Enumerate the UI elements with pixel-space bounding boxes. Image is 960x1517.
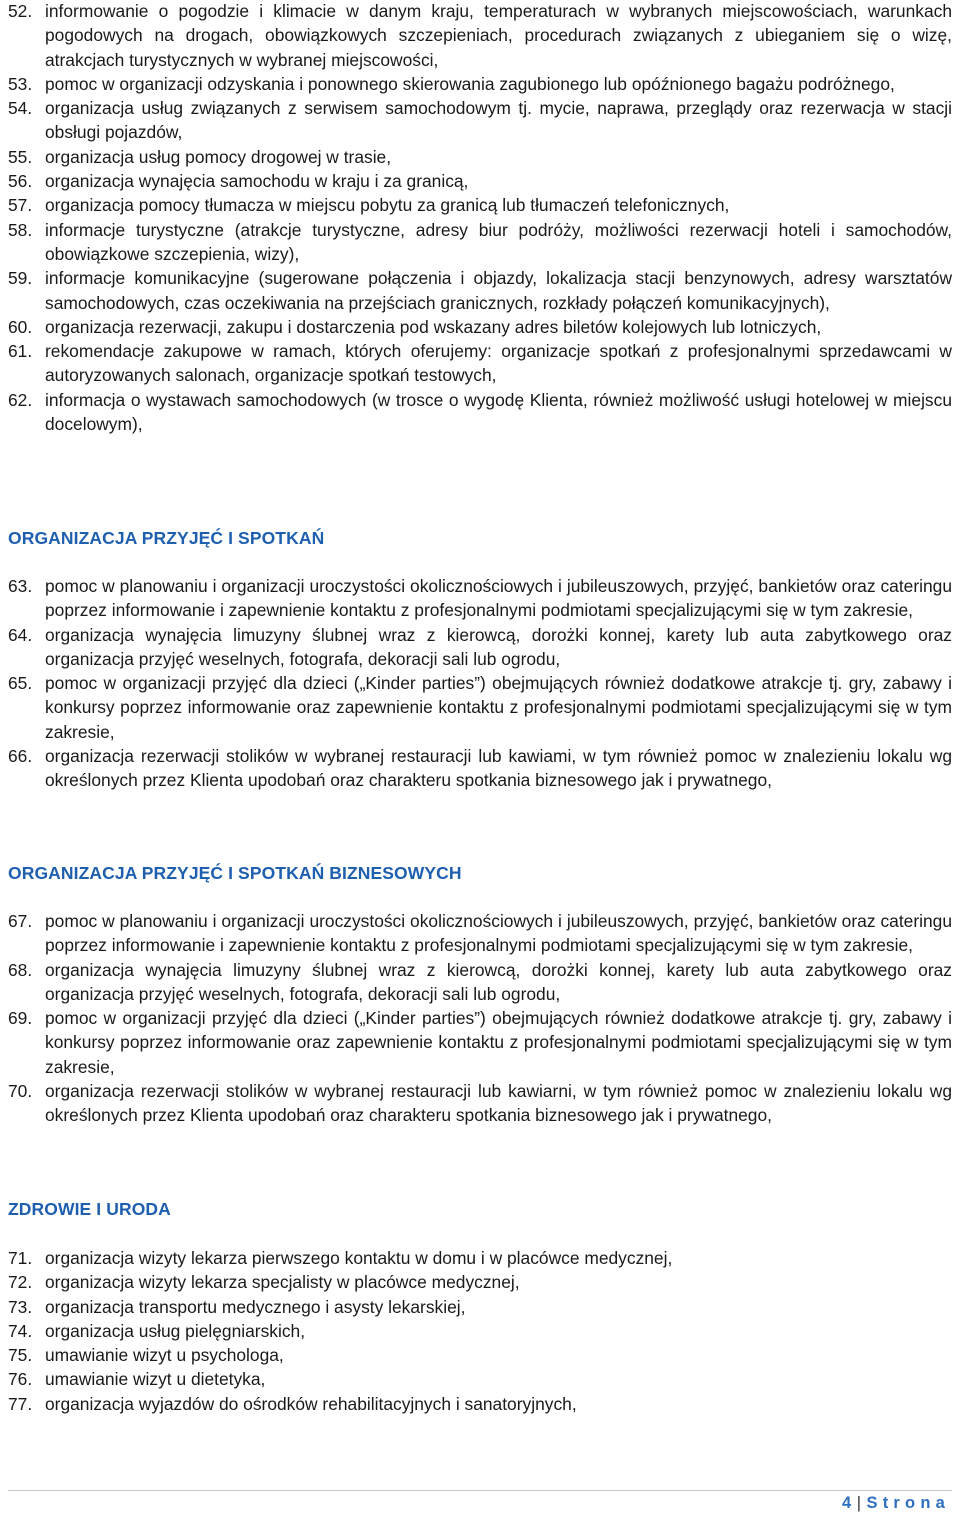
list-item-text: organizacja pomocy tłumacza w miejscu pobytu za granicą lub tłumaczeń telefonicznych,	[45, 195, 730, 216]
list-item-number: 56.	[8, 171, 33, 192]
list-item-number: 52.	[8, 1, 33, 21]
section-heading-events: ORGANIZACJA PRZYJĘĆ I SPOTKAŃ	[8, 528, 325, 548]
list-item-number: 71.	[8, 1248, 33, 1268]
list-item-number: 65.	[8, 673, 33, 694]
list-item	[8, 671, 952, 744]
list-item-text: informowanie o pogodzie i klimacie w danym kraju, temperaturach w wybranych miejscowościach, warunkach pogodowych na drogach, obowiązkowych szczepieniach, procedurach związanych z ubieganiem się o wizę, atrakcjach turystycznych w wybranej miejscowości,	[45, 1, 952, 70]
list-item	[8, 909, 952, 958]
list-item-text: informacje komunikacyjne (sugerowane połączenia i objazdy, lokalizacja stacji benzynowych, adresy warsztatów samochodowych, czas oczekiwania na przejściach granicznych, rozkłady połączeń komunikacyjnych),	[45, 268, 952, 313]
list-item	[8, 0, 952, 72]
list-item-text: umawianie wizyt u dietetyka,	[45, 1369, 266, 1390]
list-item	[8, 1079, 952, 1128]
list-item-number: 59.	[8, 268, 33, 289]
list-item-text: pomoc w planowaniu i organizacji uroczystości okolicznościowych i jubileuszowych, przyjęć, bankietów oraz cateringu poprzez informowanie i zapewnienie kontaktu z profesjonalnymi podmiotami specjalizującymi się w tym zakresie,	[45, 576, 952, 621]
list-item-text: organizacja wyjazdów do ośrodków rehabilitacyjnych i sanatoryjnych,	[45, 1393, 577, 1414]
list-item	[8, 1246, 952, 1270]
list-item	[8, 1319, 952, 1343]
list-item	[8, 193, 952, 217]
list-item	[8, 339, 952, 388]
list-item-number: 55.	[8, 146, 33, 167]
list-item	[8, 1367, 952, 1391]
list-item	[8, 1006, 952, 1079]
page-number: 4	[842, 1494, 852, 1512]
list-item-text: organizacja wizyty lekarza specjalisty w placówce medycznej,	[45, 1272, 520, 1293]
list-item-number: 66.	[8, 746, 33, 767]
list-item-text: organizacja usług związanych z serwisem samochodowym tj. mycie, naprawa, przeglądy oraz rezerwacja w stacji obsługi pojazdów,	[45, 98, 952, 143]
list-item	[8, 315, 952, 339]
section-heading-business-events: ORGANIZACJA PRZYJĘĆ I SPOTKAŃ BIZNESOWYCH	[8, 863, 462, 883]
page-label: Strona	[866, 1494, 950, 1512]
list-item	[8, 744, 952, 793]
list-item-number: 57.	[8, 195, 33, 216]
list-item-text: informacja o wystawach samochodowych (w trosce o wygodę Klienta, również możliwość usługi hotelowej w miejscu docelowym),	[45, 389, 952, 435]
page-footer	[842, 1494, 950, 1513]
list-item-number: 73.	[8, 1296, 33, 1317]
list-item	[8, 1295, 952, 1319]
list-item	[8, 1343, 952, 1367]
list-item-number: 62.	[8, 389, 33, 410]
list-item-text: pomoc w organizacji przyjęć dla dzieci („Kinder parties”) obejmujących również dodatkowe atrakcje tj. gry, zabawy i konkursy poprzez informowanie oraz zapewnienie kontaktu z profesjonalnymi podmiotami specjalizującymi się w tym zakresie,	[45, 1008, 952, 1077]
list-item-text: organizacja wynajęcia limuzyny ślubnej wraz z kierowcą, dorożki konnej, karety lub auta zabytkowego oraz organizacja przyjęć weselnych, fotografa, dekoracji sali lub ogrodu,	[45, 624, 952, 669]
list-item-text: pomoc w planowaniu i organizacji uroczystości okolicznościowych i jubileuszowych, przyjęć, bankietów oraz cateringu poprzez informowanie i zapewnienie kontaktu z profesjonalnymi podmiotami specjalizującymi się w tym zakresie,	[45, 911, 952, 956]
list-item-text: organizacja rezerwacji stolików w wybranej restauracji lub kawiarni, w tym również pomoc w znalezieniu lokalu wg określonych przez Klienta upodobań oraz charakteru spotkania biznesowego jak i prywatnego,	[45, 1081, 952, 1126]
list-item-number: 58.	[8, 219, 33, 240]
list-item	[8, 218, 952, 267]
list-item-number: 75.	[8, 1345, 33, 1366]
list-item-number: 53.	[8, 73, 33, 94]
list-item-text: umawianie wizyt u psychologa,	[45, 1345, 284, 1366]
list-item-text: organizacja rezerwacji stolików w wybranej restauracji lub kawiami, w tym również pomoc w znalezieniu lokalu wg określonych przez Klienta upodobań oraz charakteru spotkania biznesowego jak i prywatnego,	[45, 746, 952, 791]
footer-divider	[8, 1490, 952, 1491]
list-item	[8, 72, 952, 96]
list-item-number: 54.	[8, 98, 33, 119]
list-item	[8, 266, 952, 315]
list-item	[8, 1270, 952, 1294]
section-heading-health: ZDROWIE I URODA	[8, 1199, 171, 1219]
list-item-number: 63.	[8, 576, 33, 596]
list-item	[8, 958, 952, 1007]
footer-separator: |	[856, 1494, 862, 1512]
list-item-number: 76.	[8, 1369, 33, 1390]
list-item-text: informacje turystyczne (atrakcje turystyczne, adresy biur podróży, możliwości rezerwacji hoteli i samochodów, obowiązkowe szczepienia, wizy),	[45, 219, 952, 264]
list-item-number: 69.	[8, 1008, 33, 1029]
list-block-health	[8, 1246, 952, 1416]
list-item-number: 61.	[8, 341, 33, 362]
list-item-number: 60.	[8, 316, 33, 337]
list-item-text: pomoc w organizacji przyjęć dla dzieci („Kinder parties”) obejmujących również dodatkowe atrakcje tj. gry, zabawy i konkursy poprzez informowanie oraz zapewnienie kontaktu z profesjonalnymi podmiotami specjalizującymi się w tym zakresie,	[45, 673, 952, 742]
list-item-text: organizacja wizyty lekarza pierwszego kontaktu w domu i w placówce medycznej,	[45, 1248, 673, 1268]
list-item-text: organizacja wynajęcia samochodu w kraju i za granicą,	[45, 171, 469, 192]
list-block-events	[8, 574, 952, 793]
list-item	[8, 388, 952, 437]
list-item-number: 72.	[8, 1272, 33, 1293]
list-item-number: 70.	[8, 1081, 33, 1102]
list-item-number: 74.	[8, 1320, 33, 1341]
list-block-travel	[8, 0, 952, 436]
list-item-text: organizacja transportu medycznego i asysty lekarskiej,	[45, 1296, 466, 1317]
list-item-number: 64.	[8, 624, 33, 645]
list-item	[8, 623, 952, 672]
list-item-number: 67.	[8, 911, 33, 931]
list-item-text: organizacja usług pomocy drogowej w trasie,	[45, 146, 392, 167]
list-item	[8, 145, 952, 169]
list-item-text: pomoc w organizacji odzyskania i ponownego skierowania zagubionego lub opóźnionego bagażu podróżnego,	[45, 73, 895, 94]
list-item	[8, 574, 952, 623]
list-item-text: organizacja usług pielęgniarskich,	[45, 1320, 306, 1341]
list-block-business-events	[8, 909, 952, 1128]
list-item-text: organizacja rezerwacji, zakupu i dostarczenia pod wskazany adres biletów kolejowych lub lotniczych,	[45, 316, 822, 337]
list-item	[8, 96, 952, 145]
list-item-text: organizacja wynajęcia limuzyny ślubnej wraz z kierowcą, dorożki konnej, karety lub auta zabytkowego oraz organizacja przyjęć weselnych, fotografa, dekoracji sali lub ogrodu,	[45, 959, 952, 1004]
list-item-text: rekomendacje zakupowe w ramach, których oferujemy: organizacje spotkań z profesjonalnymi sprzedawcami w autoryzowanych salonach, organizacje spotkań testowych,	[45, 341, 952, 386]
list-item	[8, 1392, 952, 1416]
list-item	[8, 169, 952, 193]
list-item-number: 77.	[8, 1393, 33, 1414]
list-item-number: 68.	[8, 959, 33, 980]
